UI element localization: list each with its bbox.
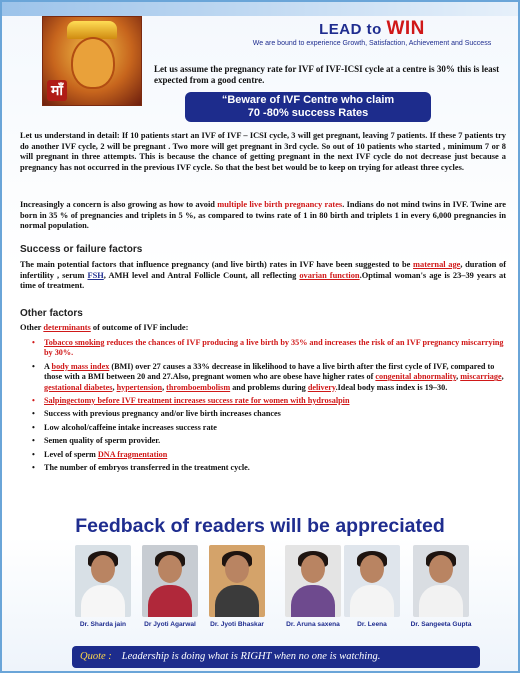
link-congenital-abnormality[interactable]: congenital abnormality [375,372,457,382]
head-shape [225,555,249,583]
brand-win: WIN [386,18,425,39]
head-shape [429,555,453,583]
beware-line-1: “Beware of IVF Centre who claim [221,94,395,106]
head-shape [158,555,182,583]
doctor-name: Dr Jyoti Agarwal [144,621,196,628]
doctor-photo [209,545,265,617]
para2-text-a: Increasingly a concern is also growing as how to avoid [20,200,218,209]
link-hydrosalpin[interactable]: hydrosalpin [307,396,350,406]
list-item [32,396,506,406]
beware-banner [185,92,431,122]
b2-c: (BMI) over 27 causes a 33% decrease in likelihood to have a live birth after the first cycle of IVF, compared to those with a BMI between 20 and 27.Also, pregnant women who are obese have higher rates of [44,361,495,382]
paragraph-factors [20,260,506,292]
b2-k: , [162,382,167,392]
other-intro [20,323,506,334]
list-item: • Semen quality of sperm provider. [32,436,506,446]
doctor-photo [142,545,198,617]
link-delivery[interactable]: delivery [307,382,336,392]
doctor-photo [344,545,400,617]
brand-header [232,18,512,47]
multiple-births-highlight: multiple live birth pregnancy rates [217,200,343,209]
doctor-photo [413,545,469,617]
doctor-name: Dr. Leena [357,621,387,628]
link-hypertension[interactable]: hypertension [116,382,163,392]
doctor-card [72,545,134,628]
doctor-photo [285,545,341,617]
head-shape [91,555,115,583]
list-item: • Success with previous pregnancy and/or live birth increases chances [32,409,506,419]
para3-text-e: , AMH level and Antral Follicle Count, all reflecting [103,270,300,280]
factors-list [32,338,506,476]
head-shape [301,555,325,583]
brand-tagline: We are bound to experience Growth, Satisfaction, Achievement and Success [252,40,492,47]
paragraph-detail: Let us understand in detail: If 10 patients start an IVF of IVF – ICSI cycle, 3 will get pregnant, leaving 7 patients. If these 7 patients try do another IVF cycle, 2 will be pregnant . Two more will get pregnant in 3rd cycle. So out of 10 patients who started , minimum 7 or 8 will pregnant in three attempts. This is because the chance of getting pregnant in the next IVF cycle do not decrease just because a pregnancy has not occurred in the previous IVF cycle. So that the best bet would be to keep on trying for atleast three cycles. [20,131,506,172]
b2-a: A [44,361,52,371]
link-maternal-age[interactable]: maternal age [413,260,461,269]
other-intro-c: of outcome of IVF include: [90,323,189,332]
link-thromboembolism[interactable]: thromboembolism [166,382,231,392]
doctor-card [282,545,344,628]
quote-label: Quote : [80,651,112,662]
coat-shape [419,585,463,617]
coat-shape [291,585,335,617]
link-fsh[interactable]: FSH [87,270,104,280]
coat-shape [148,585,192,617]
heading-success-factors: Success or failure factors [20,244,143,255]
link-ovarian-function[interactable]: ovarian function [299,270,360,280]
list-item: • The number of embryos transferred in the treatment cycle. [32,463,506,473]
brand-lead-to: LEAD to [319,21,387,38]
link-determinants[interactable]: determinants [43,323,91,332]
doctor-name: Dr. Sharda jain [79,621,127,628]
face-shape [71,37,115,89]
quote-text: Leadership is doing what is RIGHT when no one is watching. [121,651,381,662]
heading-other-factors: Other factors [20,308,83,319]
doctor-card [410,545,472,628]
b3-text: before IVF treatment increases success rate for women with [95,396,308,406]
doctor-card [206,545,268,628]
b2-e: , [456,372,461,382]
head-shape [360,555,384,583]
doctor-name: Dr. Jyoti Bhaskar [210,621,264,628]
link-salpingectomy[interactable]: Salpingectomy [44,396,96,406]
doctor-card [341,545,403,628]
doctor-name: Dr. Aruna saxena [286,621,340,628]
brand-title [232,18,512,40]
b2-o: .Ideal body mass index is 19–30. [335,382,448,392]
coat-shape [81,585,125,617]
link-tobacco-smoking[interactable]: Tobacco smoking [44,338,105,347]
logo-text: माँ [47,80,67,101]
doctor-photo [75,545,131,617]
feedback-heading: Feedback of readers will be appreciated [75,515,445,537]
link-dna-fragmentation[interactable]: DNA fragmentation [97,449,168,459]
doctor-name: Dr. Sangeeta Gupta [410,621,472,628]
para3-text-g: .Optimal woman's age is 23–39 years at time of treatment. [20,270,506,291]
list-item: • Low alcohol/caffeine intake increases success rate [32,423,506,433]
b2-g: , [501,372,504,382]
top-band [2,2,518,16]
intro-text: Let us assume the pregnancy rate for IVF of IVF-ICSI cycle at a centre is 30% this is least expected from a good centre. [154,64,500,85]
paragraph-multiple-births [20,200,506,232]
para3-text-a: The main potential factors that influence pregnancy (and live birth) rates in IVF have been suggested to be [20,260,414,269]
list-item [32,362,506,393]
coat-shape [215,585,259,617]
list-item [32,450,506,460]
para2-text-c: . Indians do not mind twins in IVF. Twine are born in 35 % of pregnancies and triplets in 5 %, as compared to twins rate of 1 in 80 birth and triplets 1 in every 6,000 pregnancies in normal population. [20,200,506,231]
other-intro-a: Other [20,323,44,332]
b1-text: reduces the chances of IVF producing a live birth by 35% and increases the risk of an IVF pregnancy miscarrying by 30%. [44,338,504,358]
quote-banner [72,646,480,668]
doctor-card [139,545,201,628]
para3-text-c: , duration of infertility , serum [20,260,506,280]
link-miscarriage[interactable]: miscarriage [460,372,502,382]
goddess-logo [42,16,142,106]
b2-i: , [112,382,117,392]
list-item [32,338,506,359]
doctors-gallery [2,545,518,635]
beware-line-2: 70 -80% success Rates [247,107,369,119]
link-body-mass-index[interactable]: body mass index [51,361,110,371]
b2-m: and problems during [230,382,308,392]
link-gestational-diabetes[interactable]: gestational diabetes [44,382,113,392]
b7-a: Level of sperm [44,449,98,459]
coat-shape [350,585,394,617]
